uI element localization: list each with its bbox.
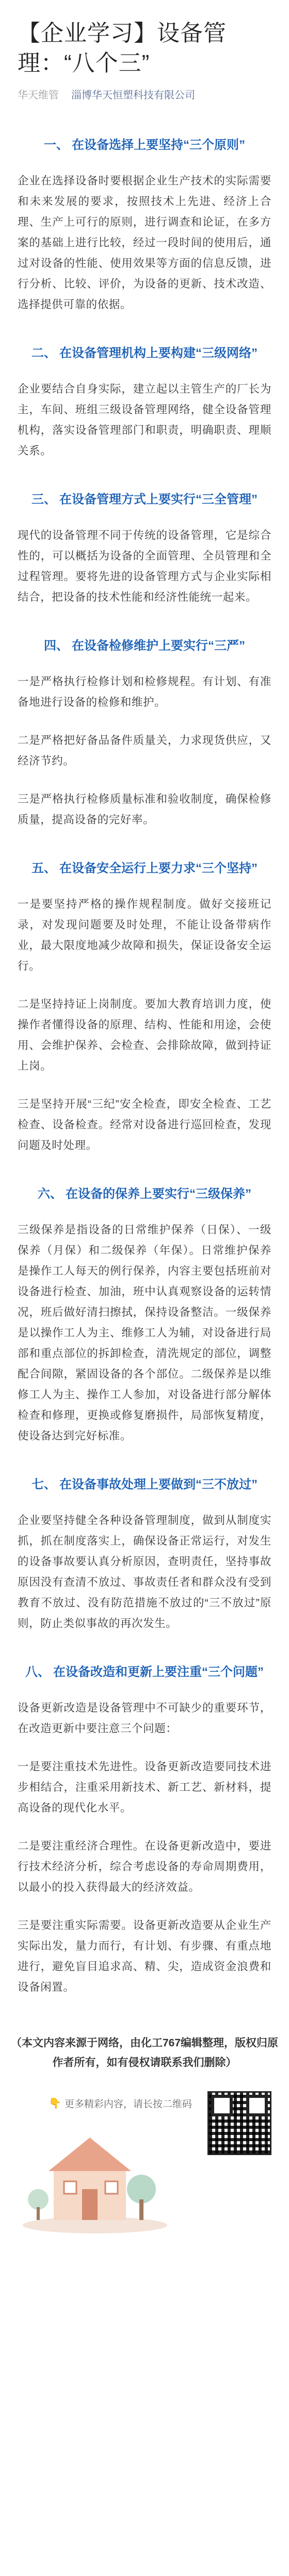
section-title bbox=[23, 135, 266, 155]
article-meta bbox=[18, 87, 271, 101]
section-title bbox=[23, 1663, 266, 1682]
paragraph: 一是要坚持严格的操作规程制度。做好交接班记录，对发现问题要及时处理，不能让设备带病作业，最大限度地减少故障和损失，保证设备安全运行。 bbox=[18, 898, 271, 972]
section-title bbox=[23, 490, 266, 510]
section-title-text: 在设备事故处理上要做到“三不放过” bbox=[59, 1478, 258, 1492]
section-number: 二、 bbox=[31, 346, 56, 360]
author-name: 华天维管 bbox=[18, 90, 59, 101]
section-title bbox=[23, 636, 266, 656]
copyright-note: （本文内容来源于网络，由化工767编辑整理，版权归原作者所有，如有侵权请联系我们删除） bbox=[10, 2037, 279, 2069]
paragraph: 企业要坚持健全各种设备管理制度，做到从制度实抓，抓在制度落实上，确保设备正常运行，对发生的设备事故要认真分析原因，查明责任，坚持事故原因没有查清不放过、事故责任者和群众没有受到教育不放过、没有防范措施不放过的“三不放过”原则，防止类似事故的再次发生。 bbox=[18, 1514, 271, 1630]
qr-hint-text: 更多精彩内容，请长按二维码 bbox=[64, 2099, 192, 2110]
section-title-text: 在设备的保养上要实行“三级保养” bbox=[66, 1187, 251, 1201]
section-title bbox=[23, 1475, 266, 1495]
section-number: 八、 bbox=[25, 1665, 50, 1679]
section-title-text: 在设备改造和更新上要注重“三个问题” bbox=[53, 1665, 264, 1679]
paragraph: 一是严格执行检修计划和检修规程。有计划、有准备地进行设备的检修和维护。 bbox=[18, 675, 271, 708]
paragraph: 二是严格把好备品备件质量关，力求现货供应，又经济节约。 bbox=[18, 734, 271, 767]
article-body bbox=[0, 135, 289, 1997]
section-title-text: 在设备安全运行上要力求“三个坚持” bbox=[59, 861, 258, 875]
section-number: 七、 bbox=[31, 1478, 56, 1492]
section-title-text: 在设备管理方式上要实行“三全管理” bbox=[59, 493, 258, 506]
qr-hint bbox=[49, 2096, 192, 2110]
down-arrow-icon: 👇 bbox=[49, 2098, 61, 2109]
paragraph: 现代的设备管理不同于传统的设备管理，它是综合性的，可以概括为设备的全面管理、全员管理和全过程管理。要将先进的设备管理方式与企业实际相结合，把设备的技术性能和经济性能统一起来。 bbox=[18, 529, 271, 603]
qr-code-icon[interactable] bbox=[207, 2091, 271, 2155]
article-title: 【企业学习】设备管理：“八个三” bbox=[18, 21, 227, 76]
section-number: 五、 bbox=[31, 861, 56, 875]
paragraph: 三级保养是指设备的日常维护保养（日保）、一级保养（月保）和二级保养（年保）。日常维护保养是操作工人每天的例行保养，内容主要包括班前对设备进行检查、加油，班中认真观察设备的运转情况，班后做好清扫擦拭，保持设备整洁。一级保养是以操作工人为主、维修工人为辅，对设备进行局部和重点部位的拆卸检查，清洗规定的部位，调整配合间隙，紧固设备的各个部位。二级保养是以维修工人为主、操作工人参加，对设备进行部分解体检查和修理，更换或修复磨损件，局部恢复精度，使设备达到完好标准。 bbox=[18, 1224, 271, 1442]
account-link[interactable]: 淄博华天恒塑科技有限公司 bbox=[71, 90, 195, 101]
section-title-text: 在设备选择上要坚持“三个原则” bbox=[72, 138, 245, 152]
paragraph: 二是坚持持证上岗制度。要加大教育培训力度，使操作者懂得设备的原理、结构、性能和用途，会使用、会维护保养、会检查、会排除故障，做到持证上岗。 bbox=[18, 998, 271, 1072]
paragraph: 三是严格执行检修质量标准和验收制度，确保检修质量，提高设备的完好率。 bbox=[18, 793, 271, 826]
section-title-text: 在设备检修维护上要实行“三严” bbox=[72, 639, 245, 653]
paragraph: 企业在选择设备时要根据企业生产技术的实际需要和未来发展的要求，按照技术上先进、经济上合理、生产上可行的原则，进行调查和论证，在多方案的基础上进行比较，经过一段时间的使用后，通过对设备的性能、使用效果等方面的信息反馈，进行分析、比较、评价，为设备的更新、技术改造、选择提供可靠的依据。 bbox=[18, 175, 271, 311]
section-title bbox=[23, 859, 266, 878]
section-number: 四、 bbox=[44, 639, 69, 653]
footer bbox=[18, 2091, 271, 2246]
section-title bbox=[23, 344, 266, 363]
section-number: 六、 bbox=[38, 1187, 62, 1201]
section-title-text: 在设备管理机构上要构建“三级网络” bbox=[59, 346, 258, 360]
paragraph: 三是坚持开展“三纪”安全检查，即安全检查、工艺检查、设备检查。经常对设备进行巡回检查，发现问题及时处理。 bbox=[18, 1098, 271, 1151]
house-illustration-icon bbox=[18, 2112, 172, 2235]
paragraph: 二是要注重经济合理性。在设备更新改造中，要进行技术经济分析，综合考虑设备的寿命周期费用，以最小的投入获得最大的经济效益。 bbox=[18, 1840, 271, 1893]
section-number: 三、 bbox=[31, 493, 56, 506]
section-title bbox=[23, 1184, 266, 1204]
paragraph: 企业要结合自身实际，建立起以主管生产的厂长为主，车间、班组三级设备管理网络，健全设备管理机构，落实设备管理部门和职责，明确职责、理顺关系。 bbox=[18, 383, 271, 457]
paragraph: 一是要注重技术先进性。设备更新改造要同技术进步相结合，注重采用新技术、新工艺、新材料，提高设备的现代化水平。 bbox=[18, 1760, 271, 1814]
article-header bbox=[0, 0, 289, 107]
paragraph: 设备更新改造是设备管理中不可缺少的重要环节，在改造更新中要注意三个问题： bbox=[18, 1702, 271, 1735]
section-number: 一、 bbox=[44, 138, 69, 152]
paragraph: 三是要注重实际需要。设备更新改造要从企业生产实际出发，量力而行，有计划、有步骤、有重点地进行，避免盲目追求高、精、尖，造成资金浪费和设备闲置。 bbox=[18, 1919, 271, 1993]
